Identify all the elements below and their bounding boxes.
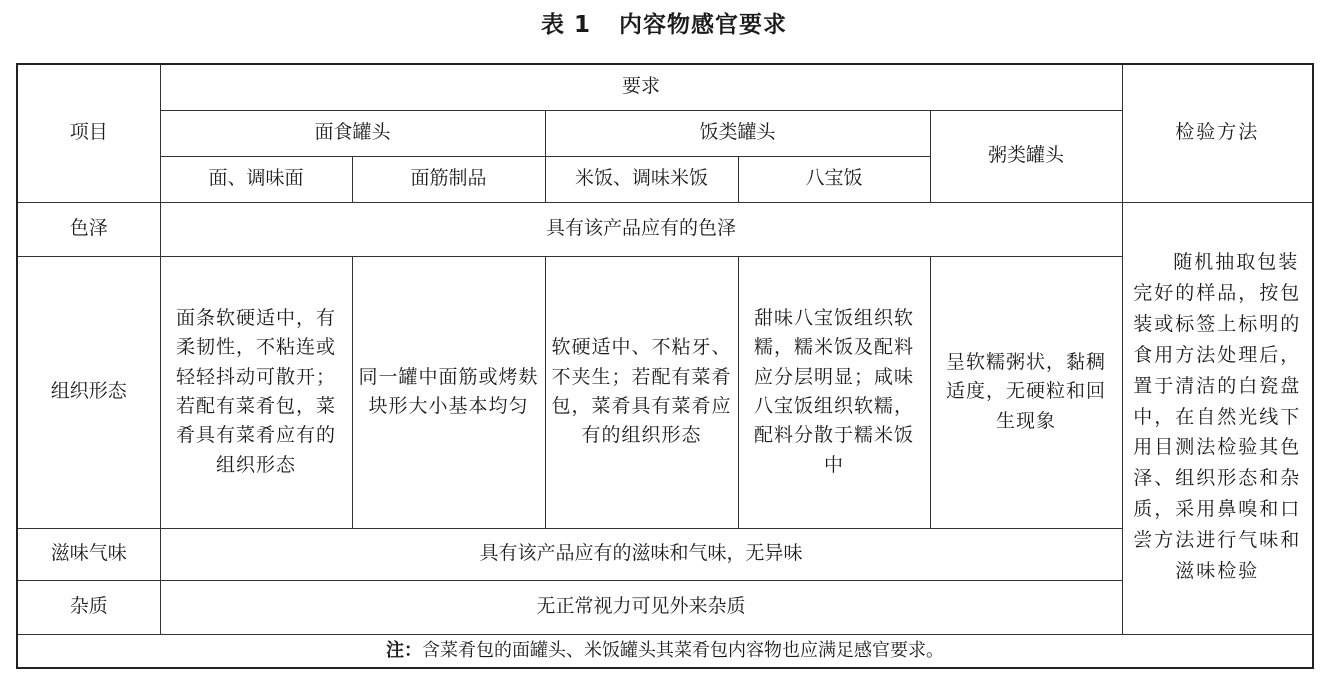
header-babao: 八宝饭 — [738, 156, 930, 202]
header-noodle-group: 面食罐头 — [160, 110, 545, 156]
table-note — [17, 634, 1313, 668]
note-text: 含菜肴包的面罐头、米饭罐头其菜肴包内容物也应满足感官要求。 — [422, 639, 944, 661]
header-rice-group: 饭类罐头 — [545, 110, 930, 156]
table-row-tissue — [17, 256, 1313, 528]
impurity-requirement: 无正常视力可见外来杂质 — [160, 580, 1122, 634]
tissue-gluten: 同一罐中面筋或烤麸块形大小基本均匀 — [352, 256, 545, 528]
header-item: 项目 — [17, 64, 160, 202]
table-caption: 内容物感官要求 — [619, 12, 787, 38]
row-label-tissue: 组织形态 — [17, 256, 160, 528]
table-number: 表 1 — [540, 12, 591, 38]
header-noodle: 面、调味面 — [160, 156, 352, 202]
tissue-babao: 甜味八宝饭组织软糯，糯米饭及配料应分层明显；咸味八宝饭组织软糯，配料分散于糯米饭中 — [738, 256, 930, 528]
header-row-2 — [17, 110, 1313, 156]
header-row-1 — [17, 64, 1313, 110]
method-text: 随机抽取包装完好的样品，按包装或标签上标明的食用方法处理后，置于清洁的白瓷盘中，在自然光线下用目测法检验其色泽、组织形态和杂质，采用鼻嗅和口尝方法进行气味和滋味检验 — [1133, 250, 1302, 583]
method-cell — [1122, 202, 1313, 634]
header-requirements: 要求 — [160, 64, 1122, 110]
row-label-taste: 滋味气味 — [17, 528, 160, 580]
color-requirement: 具有该产品应有的色泽 — [160, 202, 1122, 256]
header-rice: 米饭、调味米饭 — [545, 156, 738, 202]
table-row-taste — [17, 528, 1313, 580]
note-label: 注： — [386, 639, 422, 661]
row-label-impurity: 杂质 — [17, 580, 160, 634]
table-title — [0, 6, 1328, 39]
table-row-color — [17, 202, 1313, 256]
header-method: 检验方法 — [1122, 64, 1313, 202]
header-porridge: 粥类罐头 — [930, 110, 1122, 202]
header-gluten: 面筋制品 — [352, 156, 545, 202]
table-row-note — [17, 634, 1313, 668]
table-row-impurity — [17, 580, 1313, 634]
row-label-color: 色泽 — [17, 202, 160, 256]
taste-requirement: 具有该产品应有的滋味和气味，无异味 — [160, 528, 1122, 580]
tissue-porridge: 呈软糯粥状，黏稠适度，无硬粒和回生现象 — [930, 256, 1122, 528]
tissue-rice: 软硬适中、不粘牙、不夹生；若配有菜肴包，菜肴具有菜肴应有的组织形态 — [545, 256, 738, 528]
sensory-requirements-table — [16, 63, 1314, 669]
tissue-noodle: 面条软硬适中，有柔韧性，不粘连或轻轻抖动可散开；若配有菜肴包，菜肴具有菜肴应有的组织形态 — [160, 256, 352, 528]
